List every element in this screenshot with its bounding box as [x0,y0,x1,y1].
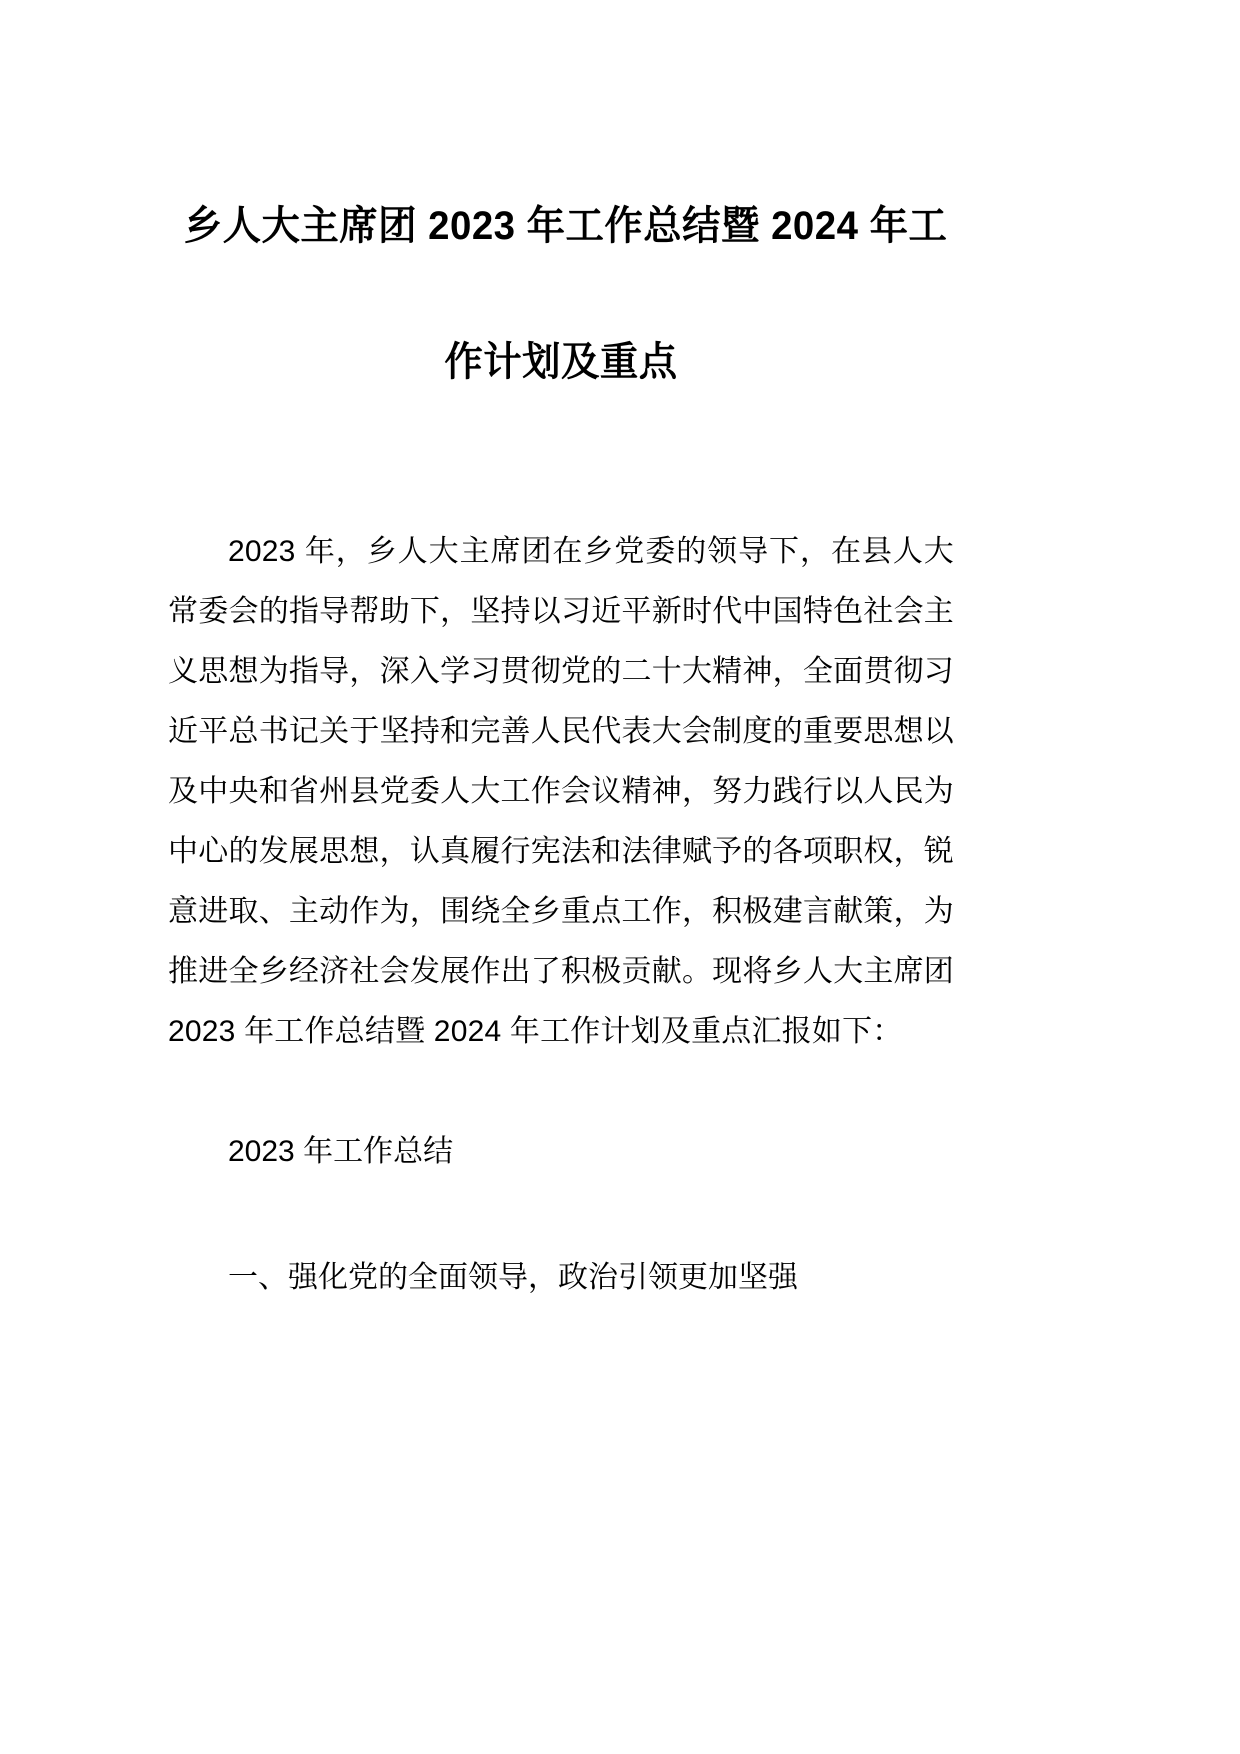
subheading-2023-summary: 2023 年工作总结 [228,1135,454,1168]
page-title [183,0,948,430]
page-title-line-2: 作计划及重点 [444,340,678,384]
document-body [168,522,954,1308]
paragraph-intro: 2023 年，乡人大主席团在乡党委的领导下，在县人大常委会的指导帮助下，坚持以习近平新时代中国特色社会主义思想为指导，深入学习贯彻党的二十大精神，全面贯彻习近平总书记关于坚持和完善人民代表大会制度的重要思想以及中央和省州县党委人大工作会议精神，努力践行以人民为中心的发展思想，认真履行宪法和法律赋予的各项职权，锐意进取、主动作为，围绕全乡重点工作，积极建言献策，为推进全乡经济社会发展作出了积极贡献。现将乡人大主席团 2023 年工作总结暨 2024 年工作计划及重点汇报如下： [168,535,954,1048]
page-content [168,0,954,1308]
page-title-line-1: 乡人大主席团 2023 年工作总结暨 2024 年工 [183,204,948,248]
section-heading-one: 一、强化党的全面领导，政治引领更加坚强 [228,1261,798,1294]
